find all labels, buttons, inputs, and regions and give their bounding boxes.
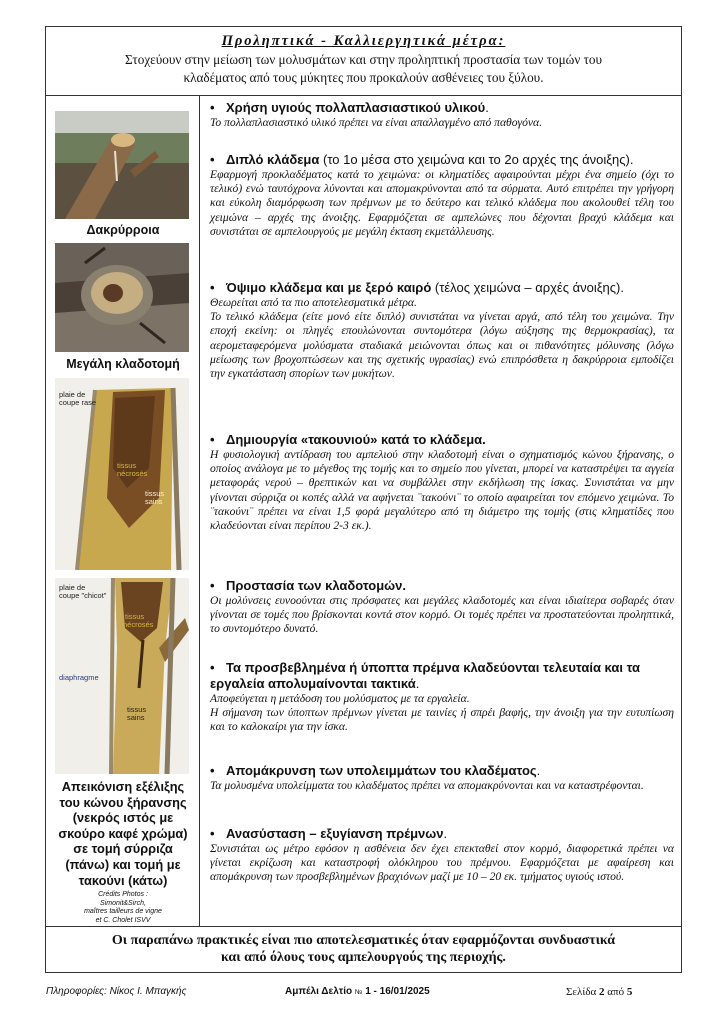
measure-item: • Τα προσβεβλημένα ή ύποπτα πρέμνα κλαδεύονται τελευταία και τα εργαλεία απολυμαίνονται τακτικά. Αποφεύγεται η μετάδοση του μολύσματος με τα εργαλεία. Η σήμανση των ύποπτων πρέμνων γίνεται με ταινίες ή σπρέι βαφής, την άνοιξη για την ευτυπίωση και το καλοκαίρι για την ίσκα.	[210, 660, 674, 734]
label-plaie-de: plaie de	[59, 390, 86, 399]
subtitle-line1: Στοχεύουν στην μείωση των μολυσμάτων και στην προληπτική προστασία των τομών του	[124, 52, 603, 67]
label-tissus-necroses-3: tissus	[125, 612, 145, 621]
header	[46, 27, 681, 96]
measures-column	[200, 96, 681, 926]
conclusion-line2: και από όλους τους αμπελουργούς της περιοχής.	[221, 950, 506, 965]
subtitle-line2: κλαδέματος από τους μύκητες που προκαλούν ασθένειες του ξύλου.	[183, 70, 544, 85]
footer-bulletin: Αμπέλι Δελτίο № 1 - 16/01/2025	[285, 986, 430, 997]
label-tissus-necroses-4: nécrosés	[123, 620, 154, 629]
label-tissus-necroses-1: tissus	[117, 461, 137, 470]
label-tissus-necroses-2: nécrosés	[117, 469, 148, 478]
illustration-caption: Απεικόνιση εξέλιξης του κώνου ξήρανσης (νεκρός ιστός με σκούρο καφέ χρώμα) σε τομή σύρριζα (πάνω) και τομή με τακούνι (κάτω)	[58, 779, 188, 888]
measure-item: • Χρήση υγιούς πολλαπλασιαστικού υλικού. Το πολλαπλασιαστικό υλικό πρέπει να είναι απαλλαγμένο από παθογόνα.	[210, 100, 543, 129]
photo-flush-cut-section	[55, 378, 189, 570]
photo-large-cut	[55, 243, 189, 352]
photo-bleeding-cane	[55, 111, 189, 219]
label-coupe-chicot: coupe "chicot"	[59, 591, 107, 600]
measure-item: • Δημιουργία «τακουνιού» κατά το κλάδεμα. Η φυσιολογική αντίδραση του αμπελιού στην κλαδοτομή είναι ο σχηματισμός κώνου ξήρανσης, ο οποίος ανάλογα με το μέγεθος της τομής και το σημείο που γίνεται, μπορεί να καταστρέψει τα αγγεία μεταφοράς νερού – θρεπτικών και να συμβάλλει στην εκδήλωση της ίσκας. Συνιστάται να μην γίνονται σύρριζα οι κοπές αλλά να αφήνεται ¨τακούνι¨ το οποίο αφαιρείται τον επόμενο χειμώνα. Το ¨τακούνι¨ πρέπει να είναι 1,5 φορά μεγαλύτερο από τη διάμετρο της τομής (στις κληματίδες που κλαδεύονται είναι περίπου 2-3 εκ.).	[210, 432, 674, 533]
document-frame	[45, 26, 682, 973]
measure-item: • Διπλό κλάδεμα (το 1ο μέσα στο χειμώνα και το 2ο αρχές της άνοιξης). Εφαρμογή προκλαδέματος κατά το χειμώνα: οι κληματίδες αφαιρούνται μέχρι ένα σημείο (όχι το τελικό) ενώ ταυτόχρονα λύνονται και απομακρύνονται από τα σύρματα. Αυτό επιτρέπει την γρήγορη και εύκολη διαμόρφωση των πρέμνων με το δεύτερο και τελικό κλάδεμα που ακολουθεί τέλη του χειμώνα – αρχές της άνοιξης. Εφαρμόζεται σε αμπελώνες που δέχονται βραχύ κλάδεμα και συνιστάται σε αμπελουργούς με μεγάλη έκταση εκμετάλλευσης.	[210, 152, 674, 238]
caption-large-cut: Μεγάλη κλαδοτομή	[66, 357, 180, 371]
bullet-icon: •	[210, 578, 215, 593]
measure-item: • Απομάκρυνση των υπολειμμάτων του κλαδέματος. Τα μολυσμένα υπολείμματα του κλαδέματος πρέπει να απομακρύνονται και να καταστρέφονται.	[210, 763, 644, 792]
bullet-icon: •	[210, 432, 215, 447]
label-coupe-rase: coupe rase	[59, 398, 97, 407]
bullet-icon: •	[210, 280, 215, 295]
label-tissus-sains-4: sains	[127, 713, 145, 722]
caption-bleeding: Δακρύρροια	[86, 223, 160, 237]
label-tissus-sains-1: tissus	[145, 489, 165, 498]
footer-info: Πληροφορίες: Νίκος Ι. Μπαγκής	[46, 986, 187, 997]
measure-item: • Προστασία των κλαδοτομών. Οι μολύνσεις ευνοούνται στις πρόσφατες και μεγάλες κλαδοτομές και είναι ιδιαίτερα σοβαρές όταν γίνονται σε τομές που βρίσκονται κοντά στον κορμό. Οι τομές πρέπει να προστατεύονται προληπτικά, το συντομότερο δυνατό.	[210, 578, 674, 636]
page-current: 2	[599, 986, 605, 998]
photo-chicot-cut-section	[55, 578, 189, 774]
label-tissus-sains-3: tissus	[127, 705, 147, 714]
page-title: Προληπτικά - Καλλιεργητικά μέτρα:	[221, 33, 506, 49]
number-sign: №	[354, 989, 363, 996]
photo-credits: Crédits Photos : Simonit&Sirch, maîtres tailleurs de vigne et C. Cholet ISVV	[84, 891, 162, 924]
conclusion-line1: Οι παραπάνω πρακτικές είναι πιο αποτελεσματικές όταν εφαρμόζονται συνδυαστικά	[111, 933, 616, 948]
bullet-icon: •	[210, 826, 215, 841]
page-total: 5	[626, 986, 633, 998]
bullet-icon: •	[210, 100, 215, 115]
bullet-icon: •	[210, 152, 215, 167]
conclusion-box	[46, 926, 681, 972]
measure-item: • Όψιμο κλάδεμα και με ξερό καιρό (τέλος χειμώνα – αρχές άνοιξης). Θεωρείται από τα πιο αποτελεσματικά μέτρα. Το τελικό κλάδεμα (είτε μονό είτε διπλό) συνιστάται να γίνεται αργά, από τέλη του χειμώνα. Την εποχή εκείνη: οι πληγές επουλώνονται συντομότερα (λόγω αύξησης της θερμοκρασίας), τα αερομεταφερόμενα μολύσματα σταδιακά μειώνονται όπως και οι πιθανότητες μόλυνσης (λόγω μείωσης των βροχοπτώσεων και της σχετικής υγρασίας) ενώ επιπρόσθετα η δακρύρροια εμποδίζει την εγκατάσταση σπορίων των μυκήτων.	[210, 280, 674, 381]
bullet-icon: •	[210, 763, 215, 778]
footer-page: Σελίδα 2 από 5	[566, 986, 633, 998]
photo-column	[46, 96, 200, 926]
bullet-icon: •	[210, 660, 215, 675]
label-tissus-sains-2: sains	[145, 497, 163, 506]
label-diaphragme: diaphragme	[59, 673, 99, 682]
label-plaie-de-2: plaie de	[59, 583, 86, 592]
measure-item: • Ανασύσταση – εξυγίανση πρέμνων. Συνιστάται ως μέτρο εφόσον η ασθένεια δεν έχει επεκταθεί στον κορμό, διαφορετικά πρέπει να γίνεται εκρίζωση και καταστροφή ολόκληρου του πρέμνου. Εφαρμόζεται με αφαίρεση και απομάκρυνση των προσβεβλημένων βραχιόνων μαζί με 10 – 20 εκ. τμήματος υγιούς ιστού.	[210, 826, 674, 884]
